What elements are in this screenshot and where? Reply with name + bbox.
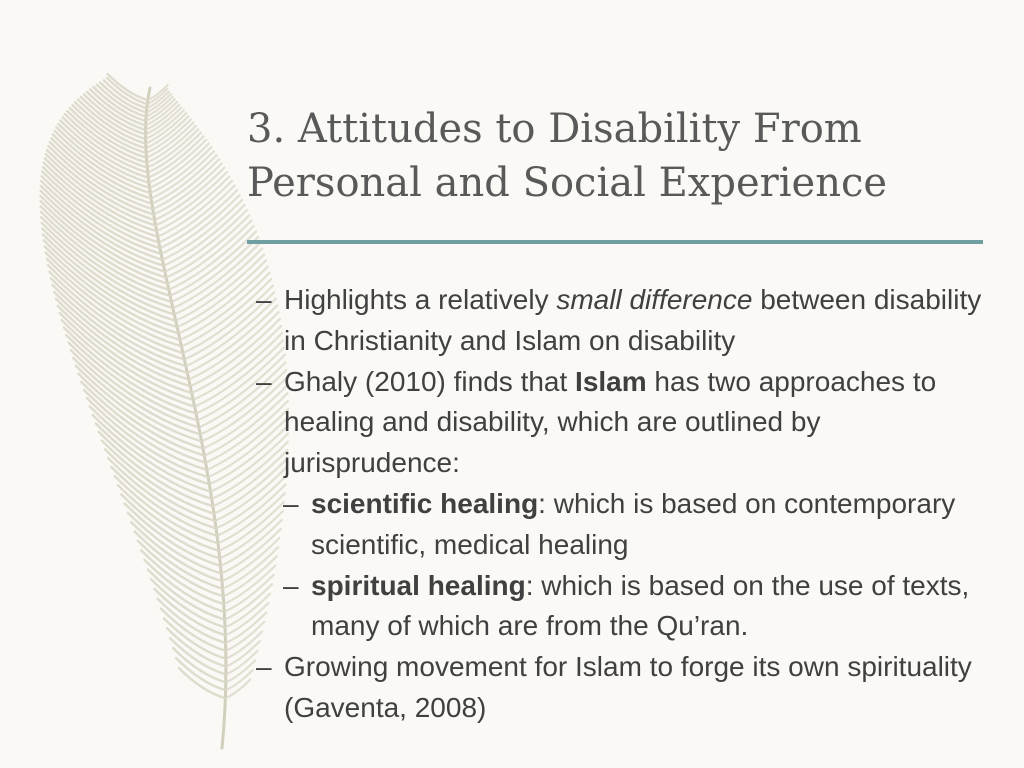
- bullet-text-segment: has two approaches to healing and disability, which are outlined by jurisprudence:: [284, 365, 944, 479]
- bullet-text-segment: Highlights a relatively: [284, 284, 557, 315]
- bullet-dash: –: [283, 487, 299, 519]
- bullet-text-segment: between disability in Christianity and Islam on disability: [284, 284, 990, 356]
- bullet-dash: –: [256, 284, 272, 315]
- bullet-text-segment: Growing movement for Islam to forge its own spirituality (Gaventa, 2008): [284, 651, 980, 723]
- bullet-list: [256, 280, 996, 729]
- bullet-text-segment: Ghaly (2010) finds that: [284, 365, 576, 397]
- slide-title: [247, 102, 987, 210]
- bullet-dash: –: [256, 365, 272, 397]
- bullet-item: [256, 647, 996, 729]
- title-line-1: 3. Attitudes to Disability From: [247, 106, 862, 152]
- bullet-text-segment: small difference: [556, 284, 753, 315]
- bullet-item: [256, 280, 996, 362]
- bullet-text-segment: : which is based on the use of texts, many of which are from the Qu’ran.: [311, 569, 978, 642]
- bullet-text-segment: spiritual healing: [311, 569, 526, 601]
- bullet-text-segment: scientific healing: [311, 487, 539, 519]
- sub-bullet-item: [283, 484, 996, 566]
- bullet-text-segment: : which is based on contemporary scientific, medical healing: [311, 487, 964, 560]
- sub-bullet-item: [283, 566, 996, 648]
- title-line-2: Personal and Social Experience: [247, 160, 888, 206]
- bullet-text-segment: Islam: [575, 365, 647, 397]
- bullet-dash: –: [256, 651, 272, 683]
- title-divider: [247, 240, 983, 244]
- bullet-item: [256, 362, 996, 484]
- bullet-dash: –: [283, 569, 299, 601]
